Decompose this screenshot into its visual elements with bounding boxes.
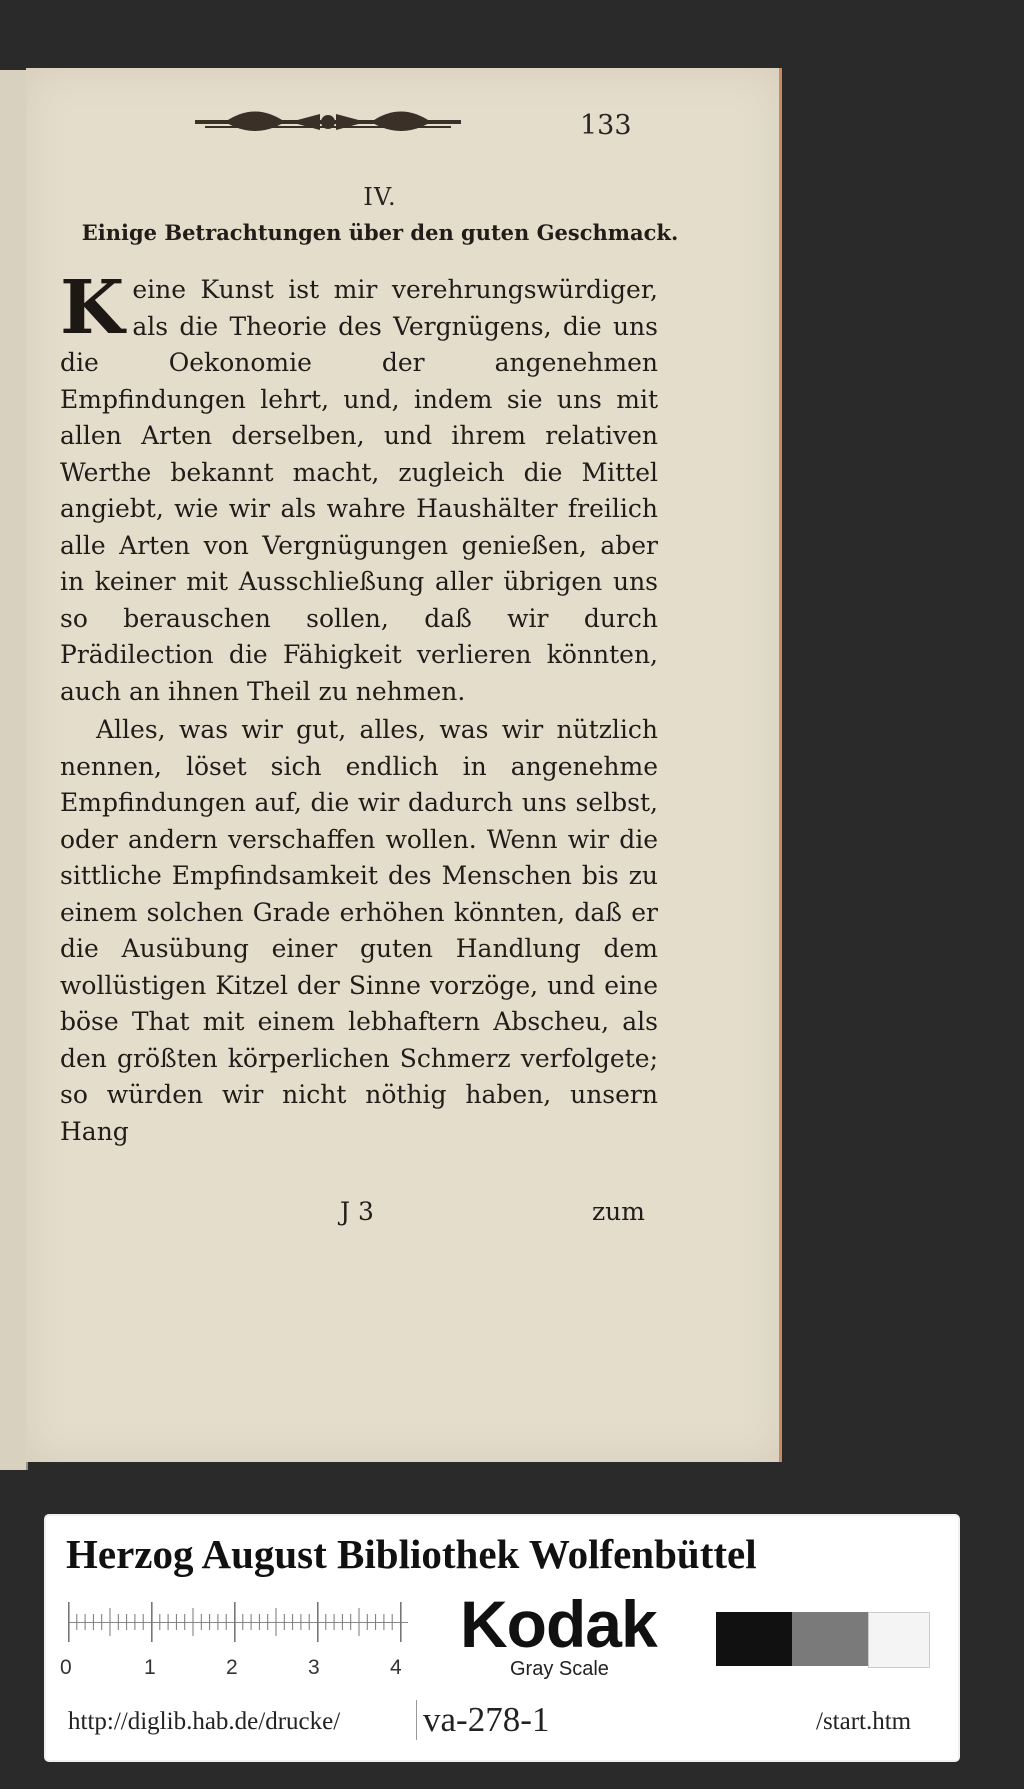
- ruler-tick: [151, 1602, 153, 1642]
- gray-patch-black: [716, 1612, 792, 1666]
- gray-scale-label: Gray Scale: [510, 1658, 609, 1680]
- ruler-tick: [159, 1614, 160, 1630]
- ruler-tick: [284, 1614, 285, 1630]
- gray-patch-white: [868, 1612, 930, 1668]
- ruler-tick: [292, 1614, 293, 1630]
- ruler-scale: [68, 1600, 408, 1644]
- ruler-tick: [400, 1602, 402, 1642]
- ruler-tick: [383, 1614, 384, 1630]
- ruler-tick: [300, 1614, 301, 1630]
- ruler-tick: [309, 1614, 310, 1630]
- kodak-logo: Kodak: [460, 1587, 657, 1661]
- ruler-tick: [118, 1614, 119, 1630]
- library-name: Herzog August Bibliothek Wolfenbüttel: [66, 1531, 757, 1577]
- ruler-tick: [234, 1602, 236, 1642]
- ruler-tick: [201, 1614, 202, 1630]
- ruler-tick: [350, 1614, 351, 1630]
- url-suffix: /start.htm: [816, 1708, 912, 1735]
- ornament-vignette: [195, 108, 461, 138]
- ruler-tick: [217, 1614, 218, 1630]
- ruler-tick: [126, 1614, 127, 1630]
- left-page-edge: [0, 70, 28, 1470]
- body-text: [60, 265, 658, 1150]
- ruler-tick: [93, 1614, 94, 1630]
- ruler-tick: [184, 1614, 185, 1630]
- ruler-tick: [134, 1614, 135, 1630]
- ruler-tick: [267, 1614, 268, 1630]
- ruler-tick: [209, 1614, 210, 1630]
- ruler-label-2: 2: [226, 1656, 238, 1679]
- ruler-tick: [168, 1614, 169, 1630]
- ruler-tick: [76, 1614, 77, 1630]
- ruler-tick: [251, 1614, 252, 1630]
- ruler-tick: [259, 1614, 260, 1630]
- ruler-tick: [226, 1614, 227, 1630]
- catchword: zum: [592, 1197, 645, 1226]
- ruler-tick: [334, 1614, 335, 1630]
- ruler-tick: [342, 1614, 343, 1630]
- paragraph-1: [60, 265, 658, 710]
- ruler-tick: [101, 1614, 102, 1630]
- gray-patch-mid: [792, 1612, 868, 1666]
- ruler-tick: [85, 1614, 86, 1630]
- ruler-label-4: 4: [390, 1656, 402, 1679]
- ruler-tick: [110, 1608, 111, 1636]
- ruler-label-1: 1: [144, 1656, 156, 1679]
- ruler-tick: [325, 1614, 326, 1630]
- paragraph-2: Alles, was wir gut, alles, was wir nützlich nennen, löset sich endlich in angenehme Empfindungen auf, die wir dadurch uns selbst, oder andern verschaffen wollen. Wenn wir die sittliche Empfindsamkeit des Menschen bis zu einem solchen Grade erhöhen könnten, daß er die Ausübung einer guten Handlung dem wollüstigen Kitzel der Sinne vorzöge, und eine böse That mit einem lebhaftern Abscheu, als den größten körperlichen Schmerz verfolgete; so würden wir nicht nöthig haben, unsern Hang: [60, 715, 658, 1146]
- ruler-tick: [359, 1608, 360, 1636]
- shelfmark: va-278-1: [416, 1700, 549, 1740]
- ruler-tick: [193, 1608, 194, 1636]
- url-prefix: http://diglib.hab.de/drucke/: [68, 1708, 341, 1735]
- ruler-label-3: 3: [308, 1656, 320, 1679]
- signature-mark: J 3: [340, 1197, 374, 1226]
- ruler-tick: [68, 1602, 70, 1642]
- ruler-tick: [176, 1614, 177, 1630]
- ruler-tick: [392, 1614, 393, 1630]
- chapter-number: IV.: [363, 183, 397, 211]
- paragraph-1-text: eine Kunst ist mir verehrungswürdiger, als die Theorie des Vergnügens, die uns die Oekonomie der angenehmen Empfindungen lehrt, und, indem sie uns mit allen Arten derselben, und ihrem relativen Werthe bekannt macht, zugleich die Mittel angiebt, wie wir als wahre Haushälter freilich alle Arten von Vergnügungen genießen, aber in keiner mit Ausschließung aller übrigen uns so berauschen sollen, daß wir durch Prädilection die Fähigkeit verlieren könnten, auch an ihnen Theil zu nehmen.: [60, 275, 658, 706]
- ruler-tick: [375, 1614, 376, 1630]
- ruler-tick: [276, 1608, 277, 1636]
- ruler-label-0: 0: [60, 1656, 72, 1679]
- scan-target-card: [46, 1516, 958, 1760]
- page-number: 133: [580, 110, 632, 141]
- ruler-tick: [367, 1614, 368, 1630]
- chapter-title: Einige Betrachtungen über den guten Geschmack.: [81, 220, 679, 245]
- ruler-tick: [242, 1614, 243, 1630]
- ruler-tick: [317, 1602, 319, 1642]
- drop-cap: K: [60, 265, 125, 351]
- ruler-tick: [143, 1614, 144, 1630]
